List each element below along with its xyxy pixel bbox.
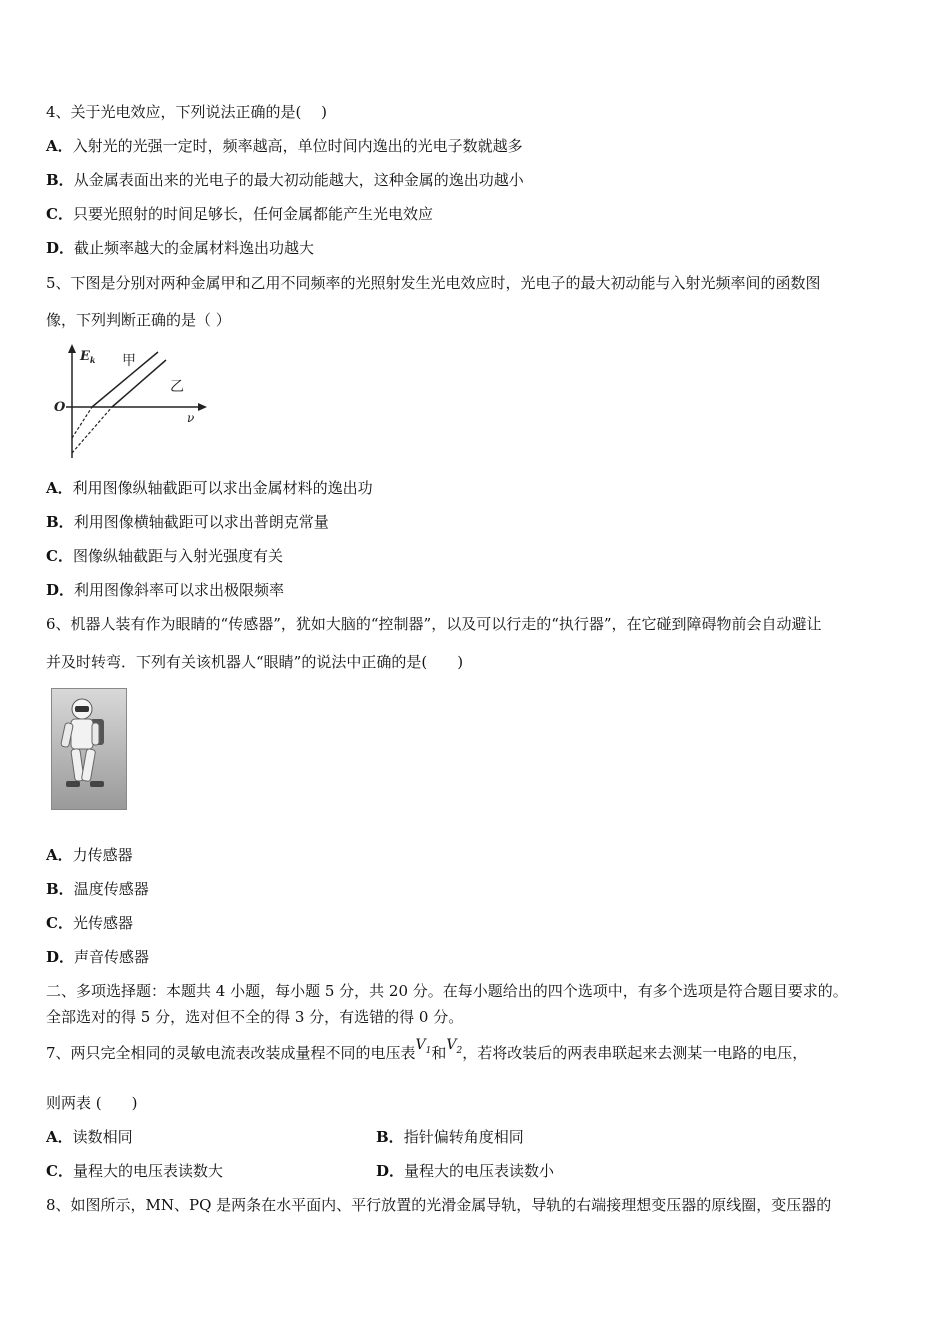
option-letter: C． [46,914,73,932]
q4-option-b [46,170,524,190]
option-text: 从金属表面出来的光电子的最大初动能越大，这种金属的逸出功越小 [73,171,524,189]
y-axis-arrow [68,344,76,353]
option-letter: C． [46,547,73,565]
option-text: 读数相同 [72,1128,133,1146]
option-letter: A． [46,479,73,497]
y-axis-label: $E_k$ [80,349,96,365]
q4-option-a [46,136,523,156]
q5-option-a [46,478,373,498]
x-axis-label: ν [187,411,195,425]
q6-option-b [46,879,149,899]
q7-option-b [376,1127,524,1147]
q5-option-b [46,512,329,532]
option-letter: B． [46,513,74,531]
q5-option-d [46,580,284,600]
q5-option-c [46,546,283,566]
option-letter: D． [46,239,75,257]
q7-stem-and: 和 [431,1044,447,1062]
option-text: 只要光照射的时间足够长，任何金属都能产生光电效应 [72,205,433,223]
q6-stem-line1: 6、机器人装有作为眼睛的“传感器”，犹如大脑的“控制器”，以及可以行走的“执行器”，在它碰到障碍物前会自动避让 [46,615,822,633]
option-text: 指针偏转角度相同 [403,1128,524,1146]
option-text: 光传感器 [72,914,133,932]
robot-image [51,688,127,810]
q6-stem-line2: 并及时转弯．下列有关该机器人“眼睛”的说法中正确的是( ) [46,653,464,671]
option-text: 声音传感器 [74,948,150,966]
q7-option-d [376,1161,554,1181]
q7-stem-part1: 7、两只完全相同的灵敏电流表改装成量程不同的电压表 [46,1044,416,1062]
option-letter: C． [46,205,73,223]
v2-symbol: $V_2$ [446,1037,463,1056]
option-letter: B． [46,880,74,898]
q4-stem: 4、关于光电效应，下列说法正确的是( ) [46,103,328,121]
v1-symbol: $V_1$ [415,1037,432,1056]
q4-option-d [46,238,314,258]
option-letter: B． [46,171,74,189]
section2-heading-line1: 二、多项选择题：本题共 4 小题，每小题 5 分，共 20 分。在每小题给出的四个选项中，有多个选项是符合题目要求的。 [46,982,848,1000]
q7-stem-line2: 则两表 ( ) [46,1094,138,1112]
option-letter: B． [376,1128,404,1146]
label-jia: 甲 [122,353,136,369]
q7-option-a [46,1127,133,1147]
label-yi: 乙 [170,379,184,395]
option-text: 量程大的电压表读数大 [72,1162,223,1180]
q6-option-c [46,913,133,933]
q6-option-d [46,947,149,967]
option-text: 图像纵轴截距与入射光强度有关 [72,547,283,565]
option-text: 量程大的电压表读数小 [404,1162,555,1180]
option-text: 温度传感器 [73,880,149,898]
q7-stem-part2: ，若将改装后的两表串联起来去测某一电路的电压， [462,1044,808,1062]
option-letter: D． [376,1162,405,1180]
ek-frequency-graph [46,338,216,460]
origin-label: O [54,400,66,415]
q5-stem-line2: 像，下列判断正确的是（ ） [46,311,231,329]
option-text: 利用图像斜率可以求出极限频率 [74,581,285,599]
option-text: 截止频率越大的金属材料逸出功越大 [74,239,315,257]
x-axis-arrow [198,403,207,411]
q7-option-c [46,1161,223,1181]
option-letter: C． [46,1162,73,1180]
option-text: 力传感器 [72,846,133,864]
option-letter: A． [46,137,73,155]
q6-option-a [46,845,133,865]
line-yi-dashed [72,407,112,453]
option-letter: A． [46,1128,73,1146]
q8-stem-line1: 8、如图所示，MN、PQ 是两条在水平面内、平行放置的光滑金属导轨，导轨的右端接理想变压器的原线圈，变压器的 [46,1196,832,1214]
q5-stem-line1: 5、下图是分别对两种金属甲和乙用不同频率的光照射发生光电效应时，光电子的最大初动能与入射光频率间的函数图 [46,274,821,292]
q4-option-c [46,204,433,224]
option-text: 利用图像横轴截距可以求出普朗克常量 [73,513,329,531]
option-letter: D． [46,948,75,966]
option-letter: D． [46,581,75,599]
option-text: 入射光的光强一定时，频率越高，单位时间内逸出的光电子数就越多 [72,137,523,155]
option-letter: A． [46,846,73,864]
robot-figure [52,689,126,809]
option-text: 利用图像纵轴截距可以求出金属材料的逸出功 [72,479,373,497]
q7-stem-line1 [46,1037,808,1070]
section2-heading-line2: 全部选对的得 5 分，选对但不全的得 3 分，有选错的得 0 分。 [46,1008,464,1026]
